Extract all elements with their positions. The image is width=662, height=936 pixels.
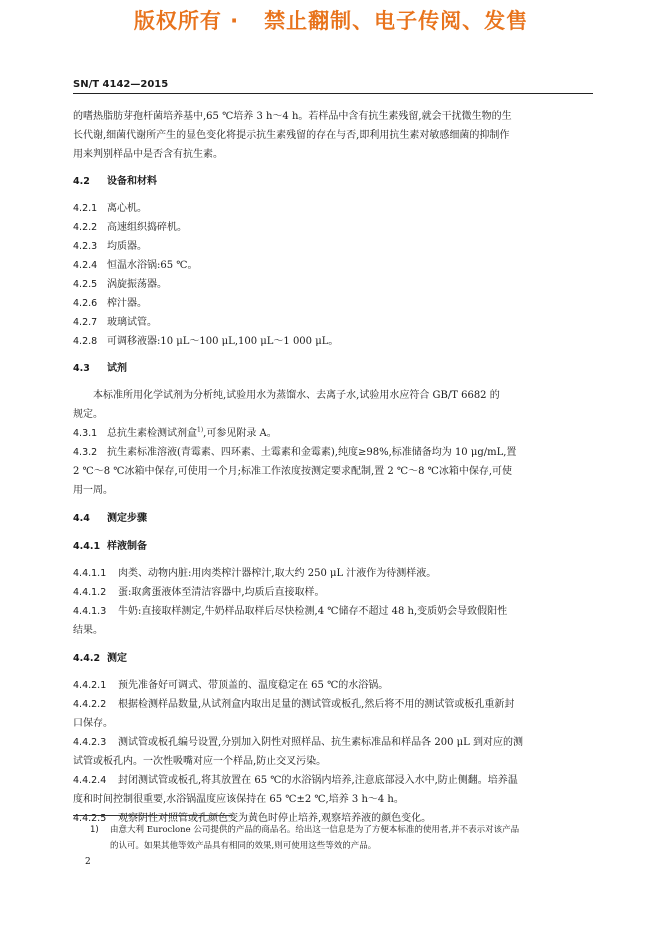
reagent-item-4-3-2-cont: 用一周。	[73, 485, 113, 496]
step-4-4-2-2-cont: 口保存。	[73, 718, 113, 729]
footnote	[90, 822, 593, 854]
document-body	[73, 107, 593, 828]
reagent-item-4-3-1: 4.3.1 总抗生素检测试剂盒$^{1)}$,可参见附录 A。	[73, 426, 277, 439]
footnote-mark: 1)	[90, 825, 99, 835]
intro-line: 的嗜热脂肪芽孢杆菌培养基中,65 ℃培养 3 h～4 h。若样品中含有抗生素残留,就会干扰微生物的生	[73, 111, 512, 122]
footnote-rule	[73, 815, 233, 816]
list-item: 4.2.3 均质器。	[73, 241, 147, 252]
list-item: 4.2.1 离心机。	[73, 203, 147, 214]
standard-code: SN/T 4142—2015	[73, 79, 169, 90]
footnote-line: 1) 由意大利 Euroclone 公司提供的产品的商品名。给出这一信息是为了方便本标准的使用者,并不表示对该产品	[90, 822, 593, 838]
footnote-line: 的认可。如果其他等效产品具有相同的效果,则可使用这些等效的产品。	[110, 841, 377, 851]
page-number: 2	[85, 857, 91, 867]
equipment-list	[73, 199, 593, 351]
section-heading-4-4-1: 4.4.1 样液制备	[73, 541, 147, 552]
reagent-intro: 本标准所用化学试剂为分析纯,试验用水为蒸馏水、去离子水,试验用水应符合 GB/T 6682 的	[93, 390, 500, 401]
intro-line: 长代谢,细菌代谢所产生的显色变化将提示抗生素残留的存在与否,即利用抗生素对敏感细菌的抑制作	[73, 130, 510, 141]
section-heading-4-4: 4.4 测定步骤	[73, 513, 147, 524]
step-4-4-2-3-cont: 试管或板孔内。一次性吸嘴对应一个样品,防止交叉污染。	[73, 756, 327, 767]
list-item: 4.2.8 可调移液器:10 μL～100 μL,100 μL～1 000 μL。	[73, 336, 339, 347]
section-heading-4-2: 4.2 设备和材料	[73, 176, 157, 187]
step-4-4-2-2: 4.4.2.2 根据检测样品数量,从试剂盒内取出足量的测试管或板孔,然后将不用的测试管或板孔重新封	[73, 699, 515, 710]
reagent-intro: 规定。	[73, 409, 103, 420]
step-4-4-2-4-cont: 度和时间控制很重要,水浴锅温度应该保持在 65 ℃±2 ℃,培养 3 h～4 h。	[73, 794, 404, 805]
section-heading-4-3: 4.3 试剂	[73, 363, 127, 374]
section-heading-4-4-2: 4.4.2 测定	[73, 653, 127, 664]
footnote-ref: 1)	[197, 426, 204, 434]
list-item: 4.2.6 榨汁器。	[73, 298, 147, 309]
reagent-item-4-3-2: 4.3.2 抗生素标准溶液(青霉素、四环素、土霉素和金霉素),纯度≥98%,标准储备均为 10 μg/mL,置	[73, 447, 517, 458]
step-4-4-1-3: 4.4.1.3 牛奶:直接取样测定,牛奶样品取样后尽快检测,4 ℃储存不超过 48 h,变质奶会导致假阳性	[73, 606, 508, 617]
intro-line: 用来判别样品中是否含有抗生素。	[73, 149, 223, 160]
header-rule	[73, 93, 593, 94]
step-4-4-2-5: 4.4.2.5 观察阴性对照管或孔颜色变为黄色时停止培养,观察培养液的颜色变化。	[73, 813, 432, 824]
list-item: 4.2.4 恒温水浴锅:65 ℃。	[73, 260, 198, 271]
list-item: 4.2.5 涡旋振荡器。	[73, 279, 167, 290]
step-4-4-1-1: 4.4.1.1 肉类、动物内脏:用肉类榨汁器榨汁,取大约 250 μL 汁液作为待测样液。	[73, 568, 437, 579]
list-item: 4.2.7 玻璃试管。	[73, 317, 157, 328]
step-4-4-1-2: 4.4.1.2 蛋:取禽蛋液体至清洁容器中,均质后直接取样。	[73, 587, 325, 598]
reagent-item-4-3-2-cont: 2 ℃～8 ℃冰箱中保存,可使用一个月;标准工作浓度按测定要求配制,置 2 ℃～8 ℃冰箱中保存,可使	[73, 466, 512, 477]
list-item: 4.2.2 高速组织捣碎机。	[73, 222, 187, 233]
step-4-4-2-3: 4.4.2.3 测试管或板孔编号设置,分别加入阴性对照样品、抗生素标准品和样品各 200 μL 到对应的测	[73, 737, 523, 748]
step-4-4-1-3-cont: 结果。	[73, 625, 103, 636]
step-4-4-2-4: 4.4.2.4 封闭测试管或板孔,将其放置在 65 ℃的水浴锅内培养,注意底部浸入水中,防止侧翻。培养温	[73, 775, 518, 786]
step-4-4-2-1: 4.4.2.1 预先准备好可调式、带顶盖的、温度稳定在 65 ℃的水浴锅。	[73, 680, 389, 691]
copyright-watermark: 版权所有 · 禁止翻制、电子传阅、发售	[133, 9, 529, 33]
